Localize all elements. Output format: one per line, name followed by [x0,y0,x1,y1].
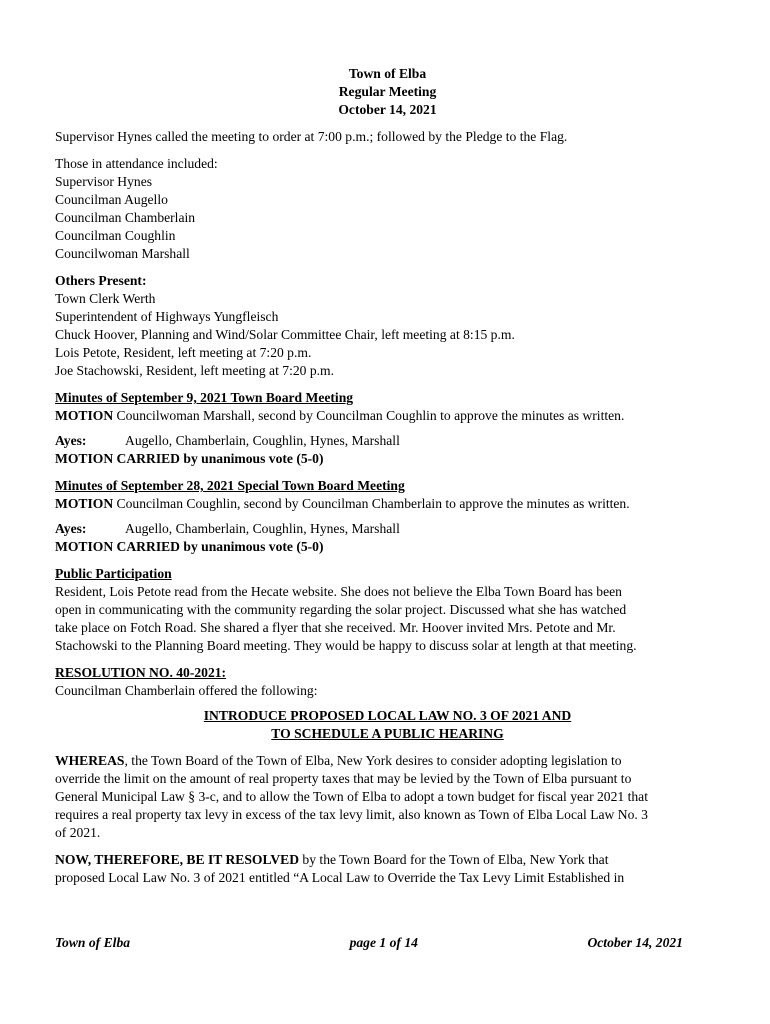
whereas-line: requires a real property tax levy in excess of the tax levy limit, also known as Town of Elba Local Law No. 3 [55,807,648,822]
motion-label: MOTION [55,408,114,423]
attendance-member: Councilwoman Marshall [55,246,190,261]
others-heading: Others Present: [55,273,147,288]
attendance-member: Councilman Coughlin [55,228,176,243]
public-line: Resident, Lois Petote read from the Hecate website. She does not believe the Elba Town Board has been [55,584,622,599]
resolution-heading: RESOLUTION NO. 40-2021: [55,665,227,680]
attendance-heading: Those in attendance included: [55,156,218,171]
motion-carried: MOTION CARRIED by unanimous vote (5-0) [55,539,324,554]
resolved-line [55,851,720,869]
resolved-text: by the Town Board for the Town of Elba, New York that [299,852,609,867]
footer-date: October 14, 2021 [587,935,683,950]
footer-town: Town of Elba [55,935,131,950]
ayes-names: Augello, Chamberlain, Coughlin, Hynes, Marshall [125,521,400,536]
motion-line [55,407,720,425]
document-body [55,65,720,887]
resolved-line: proposed Local Law No. 3 of 2021 entitled “A Local Law to Override the Tax Levy Limit Established in [55,870,625,885]
ayes-line [55,432,720,450]
header-meeting: Regular Meeting [338,84,437,99]
whereas-line: override the limit on the amount of real property taxes that may be levied by the Town of Elba pursuant to [55,771,632,786]
attendance-member: Councilman Augello [55,192,168,207]
others-person: Town Clerk Werth [55,291,156,306]
motion-line [55,495,720,513]
minutes-section-2 [55,477,720,556]
document-header [55,65,720,119]
motion-carried: MOTION CARRIED by unanimous vote (5-0) [55,451,324,466]
public-line: open in communicating with the community regarding the solar project. Discussed what she has watched [55,602,627,617]
resolution-title-2: TO SCHEDULE A PUBLIC HEARING [271,726,504,741]
whereas-line: of 2021. [55,825,101,840]
minutes-section-1 [55,389,720,468]
public-heading: Public Participation [55,566,172,581]
motion-text: Councilman Coughlin, second by Councilman Chamberlain to approve the minutes as written. [113,496,630,511]
others-section [55,272,720,380]
page-footer [55,934,683,952]
attendance-section [55,155,720,263]
resolution-title-1: INTRODUCE PROPOSED LOCAL LAW NO. 3 OF 2021 AND [203,708,572,723]
whereas-text: , the Town Board of the Town of Elba, New York desires to consider adopting legislation to [124,753,622,768]
others-person: Chuck Hoover, Planning and Wind/Solar Committee Chair, left meeting at 8:15 p.m. [55,327,515,342]
minutes-heading: Minutes of September 9, 2021 Town Board Meeting [55,390,354,405]
ayes-names: Augello, Chamberlain, Coughlin, Hynes, Marshall [125,433,400,448]
attendance-member: Councilman Chamberlain [55,210,196,225]
resolved-paragraph [55,851,720,887]
header-date: October 14, 2021 [338,102,437,117]
resolution-section [55,664,720,887]
header-town: Town of Elba [348,66,427,81]
intro-paragraph: Supervisor Hynes called the meeting to order at 7:00 p.m.; followed by the Pledge to the Flag. [55,129,568,144]
others-person: Lois Petote, Resident, left meeting at 7:20 p.m. [55,345,312,360]
ayes-label: Ayes: [55,521,87,536]
motion-label: MOTION [55,496,114,511]
others-person: Joe Stachowski, Resident, left meeting at 7:20 p.m. [55,363,335,378]
minutes-heading: Minutes of September 28, 2021 Special Town Board Meeting [55,478,405,493]
motion-text: Councilwoman Marshall, second by Councilman Coughlin to approve the minutes as written. [113,408,625,423]
attendance-member: Supervisor Hynes [55,174,153,189]
resolved-label: NOW, THEREFORE, BE IT RESOLVED [55,852,300,867]
whereas-line: General Municipal Law § 3-c, and to allow the Town of Elba to adopt a town budget for fiscal year 2021 that [55,789,648,804]
whereas-paragraph [55,752,720,842]
public-line: Stachowski to the Planning Board meeting. They would be happy to discuss solar at length at that meeting. [55,638,637,653]
resolution-offered: Councilman Chamberlain offered the following: [55,683,318,698]
whereas-line [55,752,720,770]
footer-page-number: page 1 of 14 [349,935,418,950]
public-line: take place on Fotch Road. She shared a flyer that she received. Mr. Hoover invited Mrs. Petote and Mr. [55,620,616,635]
ayes-label: Ayes: [55,433,87,448]
others-person: Superintendent of Highways Yungfleisch [55,309,279,324]
ayes-line [55,520,720,538]
public-participation-section [55,565,720,655]
whereas-label: WHEREAS [55,753,125,768]
